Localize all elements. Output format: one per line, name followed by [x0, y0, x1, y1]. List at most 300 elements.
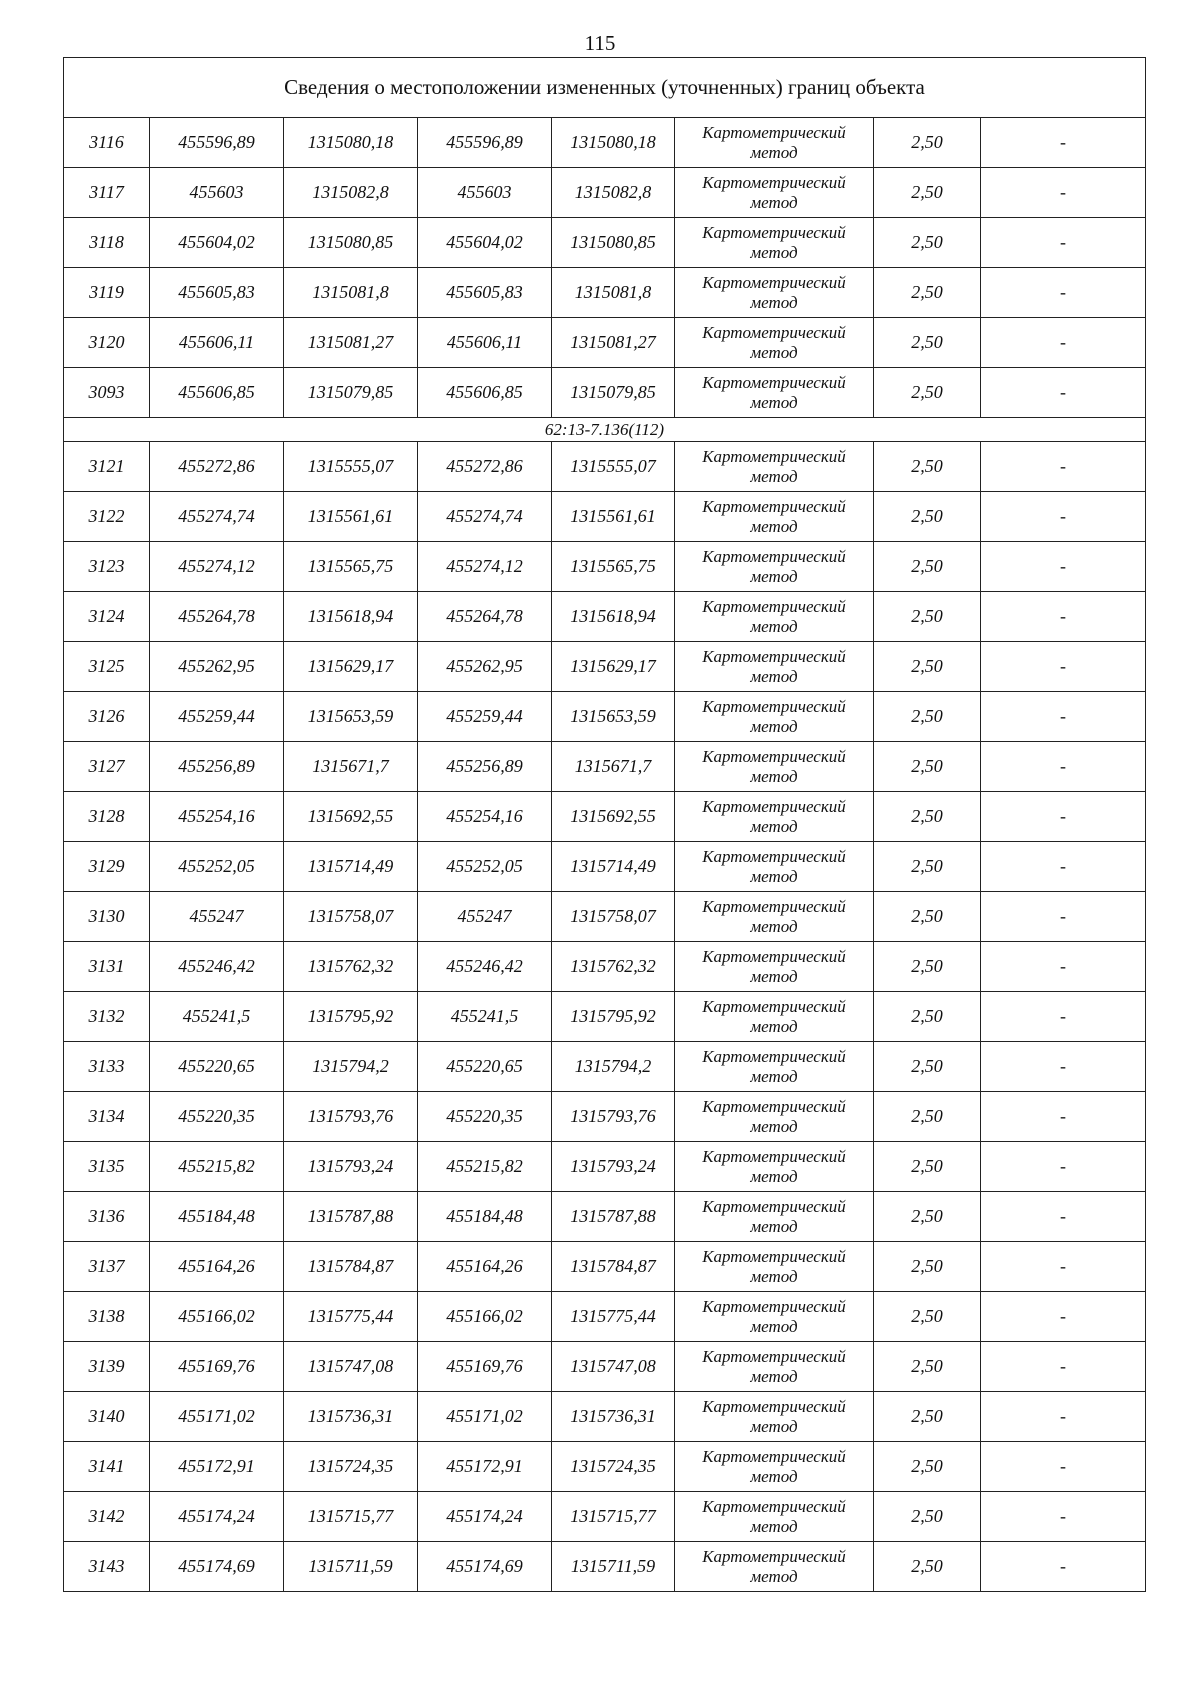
refined-x-cell: 455603	[418, 168, 552, 218]
table-row	[64, 942, 1146, 992]
method-line-2: метод	[750, 666, 798, 686]
accuracy-cell: 2,50	[874, 1242, 981, 1292]
method-line-1: Картометрический	[702, 1446, 846, 1466]
method-line-2: метод	[750, 816, 798, 836]
description-cell: -	[981, 542, 1146, 592]
refined-x-cell: 455606,11	[418, 318, 552, 368]
description-cell: -	[981, 168, 1146, 218]
method-line-2: метод	[750, 192, 798, 212]
method-line-1: Картометрический	[702, 1346, 846, 1366]
point-number-cell: 3117	[64, 168, 150, 218]
method-cell	[675, 942, 874, 992]
refined-x-cell: 455174,24	[418, 1492, 552, 1542]
refined-x-cell: 455605,83	[418, 268, 552, 318]
method-cell	[675, 992, 874, 1042]
refined-x-cell: 455169,76	[418, 1342, 552, 1392]
description-cell: -	[981, 942, 1146, 992]
method-line-2: метод	[750, 516, 798, 536]
refined-y-cell: 1315080,18	[552, 118, 675, 168]
refined-y-cell: 1315079,85	[552, 368, 675, 418]
table-row	[64, 1092, 1146, 1142]
method-line-2: метод	[750, 466, 798, 486]
method-line-1: Картометрический	[702, 1546, 846, 1566]
accuracy-cell: 2,50	[874, 1392, 981, 1442]
existing-y-cell: 1315775,44	[284, 1292, 418, 1342]
table-row	[64, 842, 1146, 892]
existing-x-cell: 455246,42	[150, 942, 284, 992]
existing-y-cell: 1315653,59	[284, 692, 418, 742]
table-row	[64, 992, 1146, 1042]
description-cell: -	[981, 492, 1146, 542]
point-number-cell: 3142	[64, 1492, 150, 1542]
refined-y-cell: 1315758,07	[552, 892, 675, 942]
description-cell: -	[981, 1542, 1146, 1592]
method-cell	[675, 1392, 874, 1442]
method-line-2: метод	[750, 1416, 798, 1436]
point-number-cell: 3120	[64, 318, 150, 368]
method-cell	[675, 1292, 874, 1342]
refined-y-cell: 1315715,77	[552, 1492, 675, 1542]
description-cell: -	[981, 1392, 1146, 1442]
method-line-2: метод	[750, 1366, 798, 1386]
method-cell	[675, 1442, 874, 1492]
method-cell	[675, 1542, 874, 1592]
existing-x-cell: 455164,26	[150, 1242, 284, 1292]
refined-y-cell: 1315787,88	[552, 1192, 675, 1242]
method-line-2: метод	[750, 142, 798, 162]
method-line-1: Картометрический	[702, 1296, 846, 1316]
table-row	[64, 268, 1146, 318]
existing-x-cell: 455605,83	[150, 268, 284, 318]
point-number-cell: 3118	[64, 218, 150, 268]
table-row	[64, 168, 1146, 218]
existing-x-cell: 455169,76	[150, 1342, 284, 1392]
point-number-cell: 3093	[64, 368, 150, 418]
refined-y-cell: 1315618,94	[552, 592, 675, 642]
method-line-1: Картометрический	[702, 1046, 846, 1066]
existing-x-cell: 455604,02	[150, 218, 284, 268]
method-line-1: Картометрический	[702, 172, 846, 192]
refined-x-cell: 455272,86	[418, 442, 552, 492]
accuracy-cell: 2,50	[874, 942, 981, 992]
refined-y-cell: 1315711,59	[552, 1542, 675, 1592]
accuracy-cell: 2,50	[874, 1492, 981, 1542]
refined-y-cell: 1315793,76	[552, 1092, 675, 1142]
accuracy-cell: 2,50	[874, 542, 981, 592]
accuracy-cell: 2,50	[874, 1542, 981, 1592]
page-number: 115	[584, 31, 616, 55]
existing-y-cell: 1315736,31	[284, 1392, 418, 1442]
accuracy-cell: 2,50	[874, 592, 981, 642]
refined-x-cell: 455274,12	[418, 542, 552, 592]
existing-x-cell: 455166,02	[150, 1292, 284, 1342]
accuracy-cell: 2,50	[874, 268, 981, 318]
existing-y-cell: 1315758,07	[284, 892, 418, 942]
method-cell	[675, 792, 874, 842]
method-line-2: метод	[750, 242, 798, 262]
existing-y-cell: 1315618,94	[284, 592, 418, 642]
point-number-cell: 3124	[64, 592, 150, 642]
method-line-2: метод	[750, 342, 798, 362]
accuracy-cell: 2,50	[874, 368, 981, 418]
table-row	[64, 492, 1146, 542]
method-cell	[675, 218, 874, 268]
existing-y-cell: 1315082,8	[284, 168, 418, 218]
refined-y-cell: 1315784,87	[552, 1242, 675, 1292]
description-cell: -	[981, 742, 1146, 792]
existing-y-cell: 1315080,85	[284, 218, 418, 268]
existing-x-cell: 455241,5	[150, 992, 284, 1042]
point-number-cell: 3127	[64, 742, 150, 792]
refined-y-cell: 1315081,8	[552, 268, 675, 318]
method-cell	[675, 692, 874, 742]
method-line-1: Картометрический	[702, 796, 846, 816]
method-line-1: Картометрический	[702, 746, 846, 766]
accuracy-cell: 2,50	[874, 992, 981, 1042]
method-line-1: Картометрический	[702, 322, 846, 342]
table-row	[64, 792, 1146, 842]
method-line-1: Картометрический	[702, 122, 846, 142]
existing-x-cell: 455274,74	[150, 492, 284, 542]
description-cell: -	[981, 792, 1146, 842]
table-row	[64, 892, 1146, 942]
refined-y-cell: 1315775,44	[552, 1292, 675, 1342]
refined-x-cell: 455604,02	[418, 218, 552, 268]
method-line-1: Картометрический	[702, 1096, 846, 1116]
method-line-1: Картометрический	[702, 696, 846, 716]
refined-y-cell: 1315653,59	[552, 692, 675, 742]
method-line-1: Картометрический	[702, 446, 846, 466]
description-cell: -	[981, 992, 1146, 1042]
accuracy-cell: 2,50	[874, 118, 981, 168]
accuracy-cell: 2,50	[874, 1042, 981, 1092]
point-number-cell: 3121	[64, 442, 150, 492]
existing-x-cell: 455262,95	[150, 642, 284, 692]
table-row	[64, 218, 1146, 268]
existing-y-cell: 1315692,55	[284, 792, 418, 842]
description-cell: -	[981, 1192, 1146, 1242]
accuracy-cell: 2,50	[874, 168, 981, 218]
description-cell: -	[981, 218, 1146, 268]
existing-y-cell: 1315079,85	[284, 368, 418, 418]
table-body	[64, 58, 1146, 1592]
existing-y-cell: 1315793,76	[284, 1092, 418, 1142]
accuracy-cell: 2,50	[874, 842, 981, 892]
accuracy-cell: 2,50	[874, 642, 981, 692]
description-cell: -	[981, 592, 1146, 642]
description-cell: -	[981, 642, 1146, 692]
refined-x-cell: 455254,16	[418, 792, 552, 842]
existing-y-cell: 1315714,49	[284, 842, 418, 892]
description-cell: -	[981, 1442, 1146, 1492]
refined-y-cell: 1315795,92	[552, 992, 675, 1042]
table-row	[64, 1442, 1146, 1492]
point-number-cell: 3130	[64, 892, 150, 942]
table-row	[64, 692, 1146, 742]
method-line-2: метод	[750, 1566, 798, 1586]
table-row	[64, 1492, 1146, 1542]
existing-y-cell: 1315787,88	[284, 1192, 418, 1242]
description-cell: -	[981, 1292, 1146, 1342]
description-cell: -	[981, 368, 1146, 418]
refined-y-cell: 1315736,31	[552, 1392, 675, 1442]
accuracy-cell: 2,50	[874, 442, 981, 492]
method-cell	[675, 1092, 874, 1142]
table-row	[64, 642, 1146, 692]
method-cell	[675, 542, 874, 592]
table-row	[64, 1342, 1146, 1392]
method-line-1: Картометрический	[702, 846, 846, 866]
refined-y-cell: 1315692,55	[552, 792, 675, 842]
refined-y-cell: 1315082,8	[552, 168, 675, 218]
method-cell	[675, 118, 874, 168]
method-cell	[675, 892, 874, 942]
point-number-cell: 3140	[64, 1392, 150, 1442]
point-number-cell: 3134	[64, 1092, 150, 1142]
existing-x-cell: 455174,69	[150, 1542, 284, 1592]
method-cell	[675, 1192, 874, 1242]
method-cell	[675, 368, 874, 418]
existing-x-cell: 455220,35	[150, 1092, 284, 1142]
description-cell: -	[981, 1492, 1146, 1542]
method-cell	[675, 842, 874, 892]
point-number-cell: 3122	[64, 492, 150, 542]
method-line-1: Картометрический	[702, 496, 846, 516]
refined-x-cell: 455259,44	[418, 692, 552, 742]
method-cell	[675, 1042, 874, 1092]
existing-x-cell: 455254,16	[150, 792, 284, 842]
refined-x-cell: 455184,48	[418, 1192, 552, 1242]
existing-x-cell: 455606,11	[150, 318, 284, 368]
existing-x-cell: 455256,89	[150, 742, 284, 792]
method-line-2: метод	[750, 616, 798, 636]
existing-x-cell: 455603	[150, 168, 284, 218]
accuracy-cell: 2,50	[874, 318, 981, 368]
method-line-2: метод	[750, 866, 798, 886]
existing-x-cell: 455259,44	[150, 692, 284, 742]
table-row	[64, 1542, 1146, 1592]
table-row	[64, 1292, 1146, 1342]
method-line-2: метод	[750, 916, 798, 936]
method-cell	[675, 318, 874, 368]
method-line-2: метод	[750, 1466, 798, 1486]
method-line-1: Картометрический	[702, 946, 846, 966]
existing-x-cell: 455220,65	[150, 1042, 284, 1092]
refined-x-cell: 455274,74	[418, 492, 552, 542]
existing-y-cell: 1315715,77	[284, 1492, 418, 1542]
description-cell: -	[981, 318, 1146, 368]
existing-y-cell: 1315711,59	[284, 1542, 418, 1592]
refined-x-cell: 455166,02	[418, 1292, 552, 1342]
method-line-1: Картометрический	[702, 996, 846, 1016]
refined-x-cell: 455220,35	[418, 1092, 552, 1142]
accuracy-cell: 2,50	[874, 692, 981, 742]
refined-x-cell: 455596,89	[418, 118, 552, 168]
point-number-cell: 3129	[64, 842, 150, 892]
accuracy-cell: 2,50	[874, 742, 981, 792]
method-cell	[675, 492, 874, 542]
description-cell: -	[981, 1242, 1146, 1292]
point-number-cell: 3123	[64, 542, 150, 592]
table-row	[64, 1392, 1146, 1442]
existing-x-cell: 455174,24	[150, 1492, 284, 1542]
accuracy-cell: 2,50	[874, 792, 981, 842]
table-title: Сведения о местоположении измененных (уточненных) границ объекта	[64, 58, 1146, 118]
refined-y-cell: 1315080,85	[552, 218, 675, 268]
existing-x-cell: 455247	[150, 892, 284, 942]
method-line-2: метод	[750, 1266, 798, 1286]
refined-x-cell: 455256,89	[418, 742, 552, 792]
description-cell: -	[981, 442, 1146, 492]
refined-y-cell: 1315081,27	[552, 318, 675, 368]
accuracy-cell: 2,50	[874, 1442, 981, 1492]
method-cell	[675, 1142, 874, 1192]
method-line-1: Картометрический	[702, 1496, 846, 1516]
existing-y-cell: 1315555,07	[284, 442, 418, 492]
table-row	[64, 1042, 1146, 1092]
refined-x-cell: 455262,95	[418, 642, 552, 692]
refined-x-cell: 455164,26	[418, 1242, 552, 1292]
method-line-1: Картометрический	[702, 222, 846, 242]
point-number-cell: 3126	[64, 692, 150, 742]
point-number-cell: 3119	[64, 268, 150, 318]
accuracy-cell: 2,50	[874, 1292, 981, 1342]
accuracy-cell: 2,50	[874, 1342, 981, 1392]
existing-y-cell: 1315561,61	[284, 492, 418, 542]
description-cell: -	[981, 268, 1146, 318]
existing-y-cell: 1315762,32	[284, 942, 418, 992]
table-row	[64, 742, 1146, 792]
method-line-1: Картометрический	[702, 1196, 846, 1216]
existing-x-cell: 455606,85	[150, 368, 284, 418]
point-number-cell: 3133	[64, 1042, 150, 1092]
refined-x-cell: 455246,42	[418, 942, 552, 992]
method-line-2: метод	[750, 766, 798, 786]
method-line-2: метод	[750, 1316, 798, 1336]
existing-y-cell: 1315671,7	[284, 742, 418, 792]
refined-y-cell: 1315671,7	[552, 742, 675, 792]
refined-y-cell: 1315747,08	[552, 1342, 675, 1392]
method-line-2: метод	[750, 966, 798, 986]
method-cell	[675, 1242, 874, 1292]
existing-x-cell: 455172,91	[150, 1442, 284, 1492]
method-cell	[675, 1342, 874, 1392]
refined-y-cell: 1315565,75	[552, 542, 675, 592]
existing-y-cell: 1315794,2	[284, 1042, 418, 1092]
refined-x-cell: 455220,65	[418, 1042, 552, 1092]
point-number-cell: 3125	[64, 642, 150, 692]
existing-y-cell: 1315081,27	[284, 318, 418, 368]
existing-y-cell: 1315080,18	[284, 118, 418, 168]
method-line-2: метод	[750, 716, 798, 736]
table-row	[64, 368, 1146, 418]
existing-x-cell: 455171,02	[150, 1392, 284, 1442]
method-cell	[675, 268, 874, 318]
existing-x-cell: 455184,48	[150, 1192, 284, 1242]
method-cell	[675, 442, 874, 492]
refined-y-cell: 1315724,35	[552, 1442, 675, 1492]
existing-y-cell: 1315565,75	[284, 542, 418, 592]
existing-y-cell: 1315784,87	[284, 1242, 418, 1292]
section-row	[64, 418, 1146, 442]
refined-x-cell: 455172,91	[418, 1442, 552, 1492]
refined-x-cell: 455215,82	[418, 1142, 552, 1192]
description-cell: -	[981, 1042, 1146, 1092]
refined-y-cell: 1315629,17	[552, 642, 675, 692]
method-line-2: метод	[750, 1216, 798, 1236]
point-number-cell: 3143	[64, 1542, 150, 1592]
description-cell: -	[981, 892, 1146, 942]
point-number-cell: 3138	[64, 1292, 150, 1342]
method-cell	[675, 592, 874, 642]
existing-y-cell: 1315724,35	[284, 1442, 418, 1492]
refined-y-cell: 1315794,2	[552, 1042, 675, 1092]
method-line-2: метод	[750, 1116, 798, 1136]
method-cell	[675, 642, 874, 692]
existing-y-cell: 1315795,92	[284, 992, 418, 1042]
existing-y-cell: 1315629,17	[284, 642, 418, 692]
refined-y-cell: 1315561,61	[552, 492, 675, 542]
existing-x-cell: 455264,78	[150, 592, 284, 642]
existing-x-cell: 455215,82	[150, 1142, 284, 1192]
point-number-cell: 3137	[64, 1242, 150, 1292]
refined-y-cell: 1315762,32	[552, 942, 675, 992]
existing-x-cell: 455272,86	[150, 442, 284, 492]
method-cell	[675, 1492, 874, 1542]
boundary-coordinates-table	[63, 57, 1146, 1592]
refined-x-cell: 455241,5	[418, 992, 552, 1042]
refined-x-cell: 455174,69	[418, 1542, 552, 1592]
refined-x-cell: 455606,85	[418, 368, 552, 418]
refined-x-cell: 455264,78	[418, 592, 552, 642]
point-number-cell: 3116	[64, 118, 150, 168]
refined-x-cell: 455247	[418, 892, 552, 942]
existing-y-cell: 1315747,08	[284, 1342, 418, 1392]
section-cadastral-number: 62:13-7.136(112)	[64, 418, 1146, 442]
point-number-cell: 3135	[64, 1142, 150, 1192]
method-line-1: Картометрический	[702, 1246, 846, 1266]
table-row	[64, 592, 1146, 642]
description-cell: -	[981, 842, 1146, 892]
point-number-cell: 3128	[64, 792, 150, 842]
existing-x-cell: 455274,12	[150, 542, 284, 592]
point-number-cell: 3136	[64, 1192, 150, 1242]
method-line-1: Картометрический	[702, 1396, 846, 1416]
method-line-2: метод	[750, 1166, 798, 1186]
method-line-1: Картометрический	[702, 896, 846, 916]
method-cell	[675, 168, 874, 218]
point-number-cell: 3131	[64, 942, 150, 992]
existing-x-cell: 455252,05	[150, 842, 284, 892]
description-cell: -	[981, 1092, 1146, 1142]
table-row	[64, 318, 1146, 368]
table-row	[64, 542, 1146, 592]
point-number-cell: 3132	[64, 992, 150, 1042]
table-row	[64, 1142, 1146, 1192]
method-line-2: метод	[750, 1066, 798, 1086]
refined-y-cell: 1315793,24	[552, 1142, 675, 1192]
point-number-cell: 3139	[64, 1342, 150, 1392]
refined-x-cell: 455252,05	[418, 842, 552, 892]
method-line-2: метод	[750, 392, 798, 412]
refined-y-cell: 1315555,07	[552, 442, 675, 492]
description-cell: -	[981, 1342, 1146, 1392]
method-line-1: Картометрический	[702, 1146, 846, 1166]
accuracy-cell: 2,50	[874, 892, 981, 942]
point-number-cell: 3141	[64, 1442, 150, 1492]
method-line-1: Картометрический	[702, 546, 846, 566]
accuracy-cell: 2,50	[874, 1092, 981, 1142]
